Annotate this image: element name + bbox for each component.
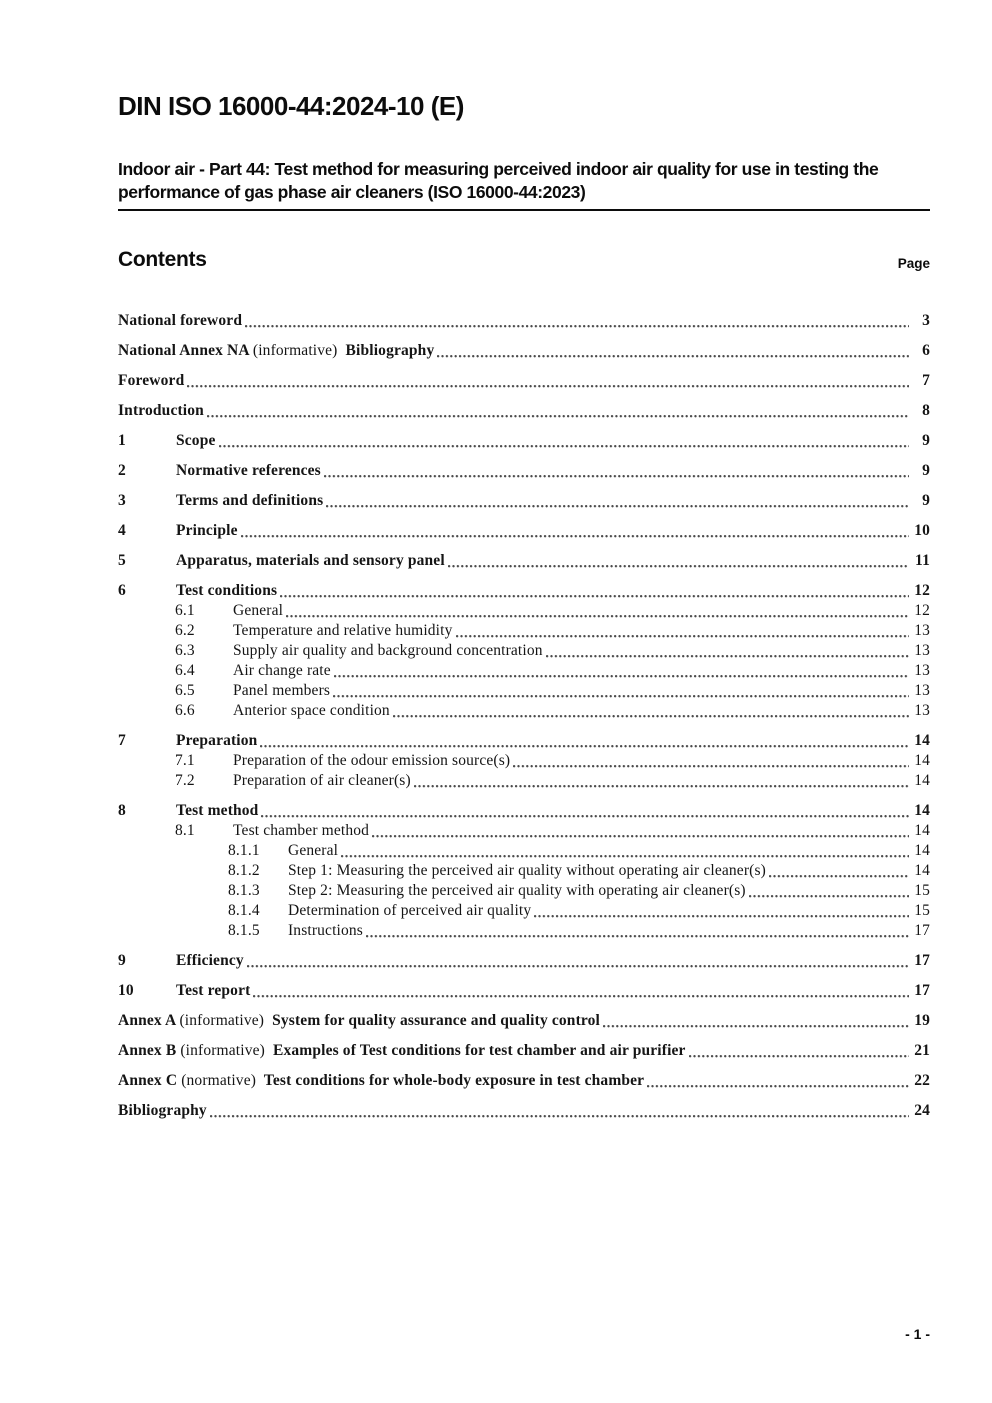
toc-entry-label: National foreword (118, 312, 243, 329)
toc-entry (175, 751, 930, 771)
toc-entry-label: Annex A (informative) System for quality assurance and quality control (118, 1012, 600, 1029)
toc-entry-number: 8 (118, 802, 126, 819)
toc-entry-number: 5 (118, 552, 126, 569)
toc-entry-number: 2 (118, 462, 126, 479)
toc-entry-label: General (288, 842, 339, 859)
dot-leader (253, 994, 909, 998)
dot-leader (245, 324, 909, 328)
dot-leader (326, 504, 909, 508)
toc-entry-label: Step 2: Measuring the perceived air quality with operating air cleaner(s) (288, 882, 746, 899)
toc-entry-label: Annex B (informative) Examples of Test conditions for test chamber and air purifier (118, 1042, 686, 1059)
dot-leader (689, 1054, 909, 1058)
toc-entry-page: 7 (922, 372, 930, 389)
dot-leader (261, 814, 909, 818)
toc-entry-label: Preparation of the odour emission source(s) (233, 752, 511, 769)
dot-leader (334, 674, 909, 678)
toc-entry-number: 10 (118, 982, 134, 999)
toc-entry-page: 12 (914, 582, 930, 599)
dot-leader (437, 354, 909, 358)
dot-leader (769, 874, 909, 878)
toc-entry-label: Test report (176, 982, 251, 999)
toc-entry-label: Supply air quality and background concentration (233, 642, 543, 659)
toc-entry-label: Annex C (normative) Test conditions for whole-body exposure in test chamber (118, 1072, 645, 1089)
toc-entry (175, 661, 930, 681)
toc-entry (118, 551, 930, 571)
toc-entry-page: 19 (914, 1012, 930, 1029)
toc-entry-page: 14 (914, 802, 930, 819)
toc-entry-page: 13 (914, 622, 930, 639)
toc-entry (118, 951, 930, 971)
dot-leader (456, 634, 910, 638)
toc-entry-label: Preparation of air cleaner(s) (233, 772, 411, 789)
toc-entry (175, 701, 930, 721)
toc-entry-label: Air change rate (233, 662, 331, 679)
toc-entry (118, 401, 930, 421)
toc-entry (175, 641, 930, 661)
toc-entry-number: 8.1 (175, 822, 195, 839)
toc-entry-label: Test method (176, 802, 259, 819)
toc-entry-page: 3 (922, 312, 930, 329)
toc-entry (118, 801, 930, 821)
toc-entry-page: 13 (914, 642, 930, 659)
toc-entry-page: 14 (914, 732, 930, 749)
toc-entry (118, 431, 930, 451)
dot-leader (393, 714, 909, 718)
toc-entry (118, 1071, 930, 1091)
dot-leader (247, 964, 909, 968)
toc-entry-page: 13 (914, 682, 930, 699)
contents-heading: Contents (118, 248, 207, 271)
toc-entry (228, 921, 930, 941)
toc-entry-label: Apparatus, materials and sensory panel (176, 552, 445, 569)
dot-leader (366, 934, 909, 938)
document-page (118, 0, 930, 1121)
toc-entry-page: 17 (914, 982, 930, 999)
dot-leader (749, 894, 909, 898)
toc-entry-label: National Annex NA (informative) Bibliography (118, 342, 435, 359)
toc-entry-number: 1 (118, 432, 126, 449)
toc-entry-page: 9 (922, 462, 930, 479)
toc-entry-label: Normative references (176, 462, 321, 479)
dot-leader (207, 414, 909, 418)
toc-entry-label: Preparation (176, 732, 258, 749)
toc-entry (175, 681, 930, 701)
toc-entry-number: 6.1 (175, 602, 195, 619)
toc-entry (118, 1101, 930, 1121)
page-column-label: Page (897, 256, 930, 271)
toc-entry-number: 6.2 (175, 622, 195, 639)
dot-leader (414, 784, 909, 788)
toc-entry (228, 861, 930, 881)
toc-entry-page: 14 (914, 842, 930, 859)
toc-entry (228, 841, 930, 861)
toc-entry-number: 7 (118, 732, 126, 749)
toc-entry (118, 1041, 930, 1061)
toc-entry-label: Test chamber method (233, 822, 370, 839)
toc-entry (118, 311, 930, 331)
toc-entry-number: 6.3 (175, 642, 195, 659)
dot-leader (286, 614, 909, 618)
toc-entry-number: 8.1.1 (228, 842, 260, 859)
toc-entry-label: Panel members (233, 682, 331, 699)
toc-entry (118, 731, 930, 751)
toc-entry-label: Temperature and relative humidity (233, 622, 453, 639)
toc-entry-page: 12 (914, 602, 930, 619)
toc-entry-page: 14 (914, 862, 930, 879)
dot-leader (546, 654, 909, 658)
dot-leader (448, 564, 909, 568)
dot-leader (210, 1114, 909, 1118)
toc-entry-label: Anterior space condition (233, 702, 390, 719)
toc-entry-label: Foreword (118, 372, 185, 389)
toc-entry-page: 13 (914, 662, 930, 679)
toc-entry-label: Determination of perceived air quality (288, 902, 532, 919)
toc-entry-page: 21 (914, 1042, 930, 1059)
toc-entry-label: Introduction (118, 402, 204, 419)
toc-entry (228, 901, 930, 921)
toc-entry-label: General (233, 602, 284, 619)
toc-entry-number: 6.6 (175, 702, 195, 719)
toc-entry-label: Terms and definitions (176, 492, 324, 509)
toc-entry-page: 6 (922, 342, 930, 359)
toc-entry-page: 10 (914, 522, 930, 539)
toc-entry-page: 11 (915, 552, 930, 569)
toc-entry-page: 14 (914, 752, 930, 769)
contents-header (118, 247, 930, 273)
toc-entry-number: 6 (118, 582, 126, 599)
toc-entry-page: 8 (922, 402, 930, 419)
dot-leader (603, 1024, 909, 1028)
dot-leader (372, 834, 909, 838)
toc-entry (118, 981, 930, 1001)
toc-entry-page: 14 (914, 772, 930, 789)
toc-entry-label: Scope (176, 432, 216, 449)
toc-entry-label: Instructions (288, 922, 363, 939)
dot-leader (187, 384, 909, 388)
toc-entry (175, 771, 930, 791)
toc-entry-label: Test conditions (176, 582, 278, 599)
toc-entry (118, 1011, 930, 1031)
toc-entry-number: 7.1 (175, 752, 195, 769)
toc-entry-number: 8.1.2 (228, 862, 260, 879)
toc-entry (118, 521, 930, 541)
toc-entry-page: 24 (914, 1102, 930, 1119)
toc-entry-label: Bibliography (118, 1102, 207, 1119)
dot-leader (324, 474, 909, 478)
dot-leader (260, 744, 909, 748)
toc-entry-number: 8.1.3 (228, 882, 260, 899)
toc-entry-page: 13 (914, 702, 930, 719)
toc-entry-number: 3 (118, 492, 126, 509)
document-subtitle: Indoor air - Part 44: Test method for measuring perceived indoor air quality for use in testing the performance of gas phase air cleaners (ISO 16000-44:2023) (118, 158, 930, 211)
dot-leader (341, 854, 909, 858)
toc-entry-label: Step 1: Measuring the perceived air quality without operating air cleaner(s) (288, 862, 766, 879)
toc-entry-number: 4 (118, 522, 126, 539)
dot-leader (534, 914, 909, 918)
toc-entry-label: Principle (176, 522, 238, 539)
toc-entry-page: 14 (914, 822, 930, 839)
dot-leader (333, 694, 909, 698)
toc-entry (118, 581, 930, 601)
toc-entry-number: 6.4 (175, 662, 195, 679)
toc-entry-page: 15 (914, 902, 930, 919)
toc-entry (118, 371, 930, 391)
toc-entry-page: 17 (914, 952, 930, 969)
toc-entry-label: Efficiency (176, 952, 244, 969)
document-id-title: DIN ISO 16000-44:2024-10 (E) (118, 91, 464, 121)
toc-entry (118, 461, 930, 481)
toc-entry-number: 8.1.4 (228, 902, 260, 919)
toc-entry-page: 15 (914, 882, 930, 899)
toc-entry (118, 341, 930, 361)
footer-page-number: - 1 - (905, 1326, 930, 1342)
toc-entry (228, 881, 930, 901)
toc-entry-page: 9 (922, 432, 930, 449)
toc-entry-number: 8.1.5 (228, 922, 260, 939)
toc-list (118, 311, 930, 1121)
dot-leader (219, 444, 910, 448)
dot-leader (241, 534, 909, 538)
dot-leader (280, 594, 909, 598)
toc-entry-number: 9 (118, 952, 126, 969)
toc-entry (175, 621, 930, 641)
toc-entry-number: 6.5 (175, 682, 195, 699)
toc-entry-number: 7.2 (175, 772, 195, 789)
toc-entry (175, 821, 930, 841)
toc-entry (118, 491, 930, 511)
toc-entry (175, 601, 930, 621)
toc-entry-page: 17 (914, 922, 930, 939)
toc-entry-page: 22 (914, 1072, 930, 1089)
dot-leader (647, 1084, 909, 1088)
dot-leader (513, 764, 909, 768)
toc-entry-page: 9 (922, 492, 930, 509)
